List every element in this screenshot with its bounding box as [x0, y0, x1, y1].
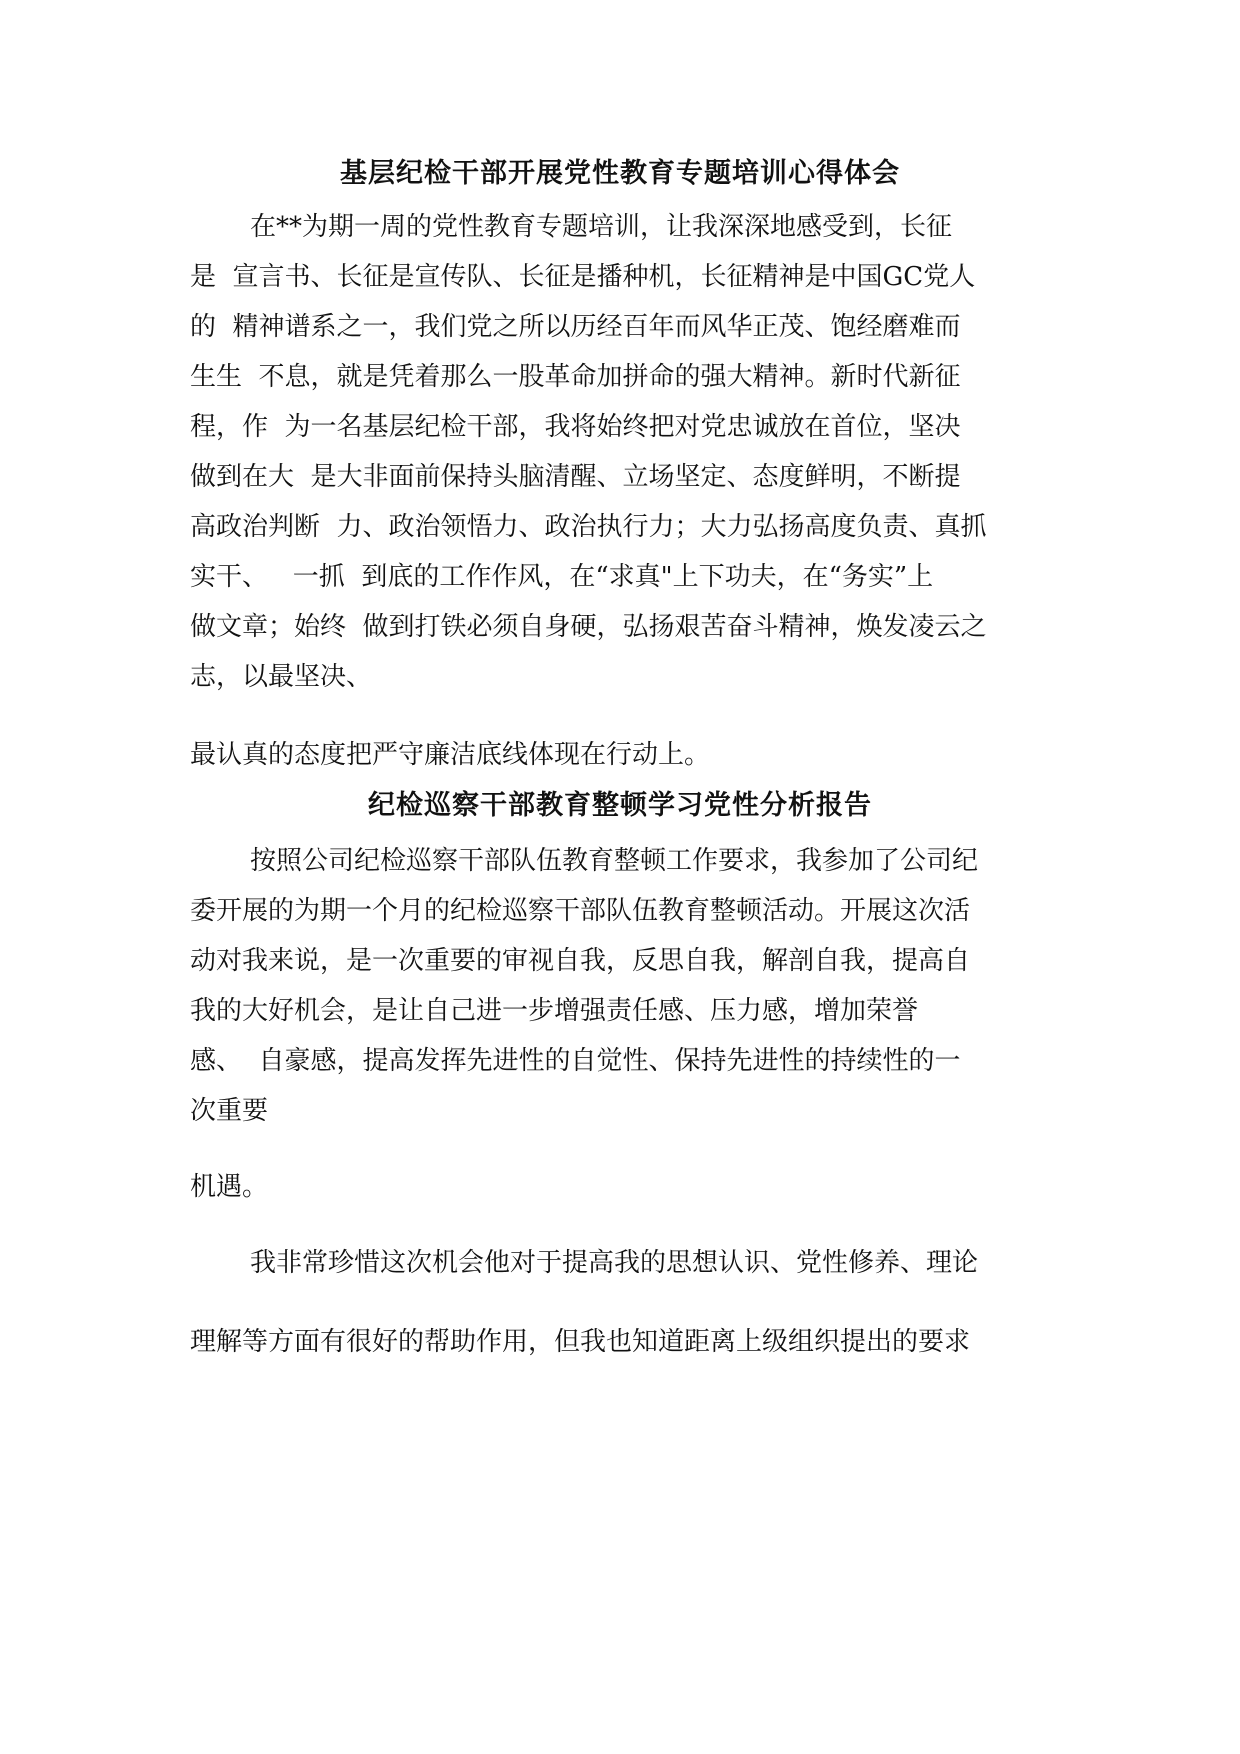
paragraph-line: 生生 不息，就是凭着那么一股革命加拼命的强大精神。新时代新征: [190, 362, 961, 392]
paragraph-line: 我的大好机会，是让自己进一步增强责任感、压力感，增加荣誉: [190, 996, 919, 1026]
section-2-title: 纪检巡察干部教育整顿学习党性分析报告: [368, 790, 872, 821]
paragraph-line: 程，作 为一名基层纪检干部，我将始终把对党忠诚放在首位，坚决: [190, 412, 961, 442]
paragraph-line: 委开展的为期一个月的纪检巡察干部队伍教育整顿活动。开展这次活: [190, 896, 971, 926]
paragraph-line: 是 宣言书、长征是宣传队、长征是播种机，长征精神是中国GC党人: [190, 262, 976, 292]
paragraph-line: 最认真的态度把严守廉洁底线体现在行动上。: [190, 740, 711, 770]
paragraph-line: 做到在大 是大非面前保持头脑清醒、立场坚定、态度鲜明，不断提: [190, 462, 961, 492]
paragraph-line: 在**为期一周的党性教育专题培训，让我深深地感受到，长征: [250, 212, 953, 242]
paragraph-line: 次重要: [190, 1096, 269, 1126]
paragraph-line: 理解等方面有很好的帮助作用，但我也知道距离上级组织提出的要求: [190, 1327, 971, 1357]
section-1-title: 基层纪检干部开展党性教育专题培训心得体会: [340, 158, 900, 189]
paragraph-line: 动对我来说，是一次重要的审视自我，反思自我，解剖自我，提高自: [190, 946, 971, 976]
paragraph-line: 做文章；始终 做到打铁必须自身硬，弘扬艰苦奋斗精神，焕发凌云之: [190, 612, 987, 642]
paragraph-line: 我非常珍惜这次机会他对于提高我的思想认识、党性修养、理论: [250, 1248, 979, 1278]
paragraph-line: 按照公司纪检巡察干部队伍教育整顿工作要求，我参加了公司纪: [250, 846, 979, 876]
paragraph-line: 实干、 一抓 到底的工作作风，在“求真"上下功夫，在“务实”上: [190, 562, 934, 592]
paragraph-line: 感、 自豪感，提高发挥先进性的自觉性、保持先进性的持续性的一: [190, 1046, 961, 1076]
paragraph-line: 的 精神谱系之一，我们党之所以历经百年而风华正茂、饱经磨难而: [190, 312, 961, 342]
paragraph-line: 志，以最坚决、: [190, 662, 373, 692]
paragraph-line: 高政治判断 力、政治领悟力、政治执行力；大力弘扬高度负责、真抓: [190, 512, 987, 542]
paragraph-line: 机遇。: [190, 1172, 269, 1202]
